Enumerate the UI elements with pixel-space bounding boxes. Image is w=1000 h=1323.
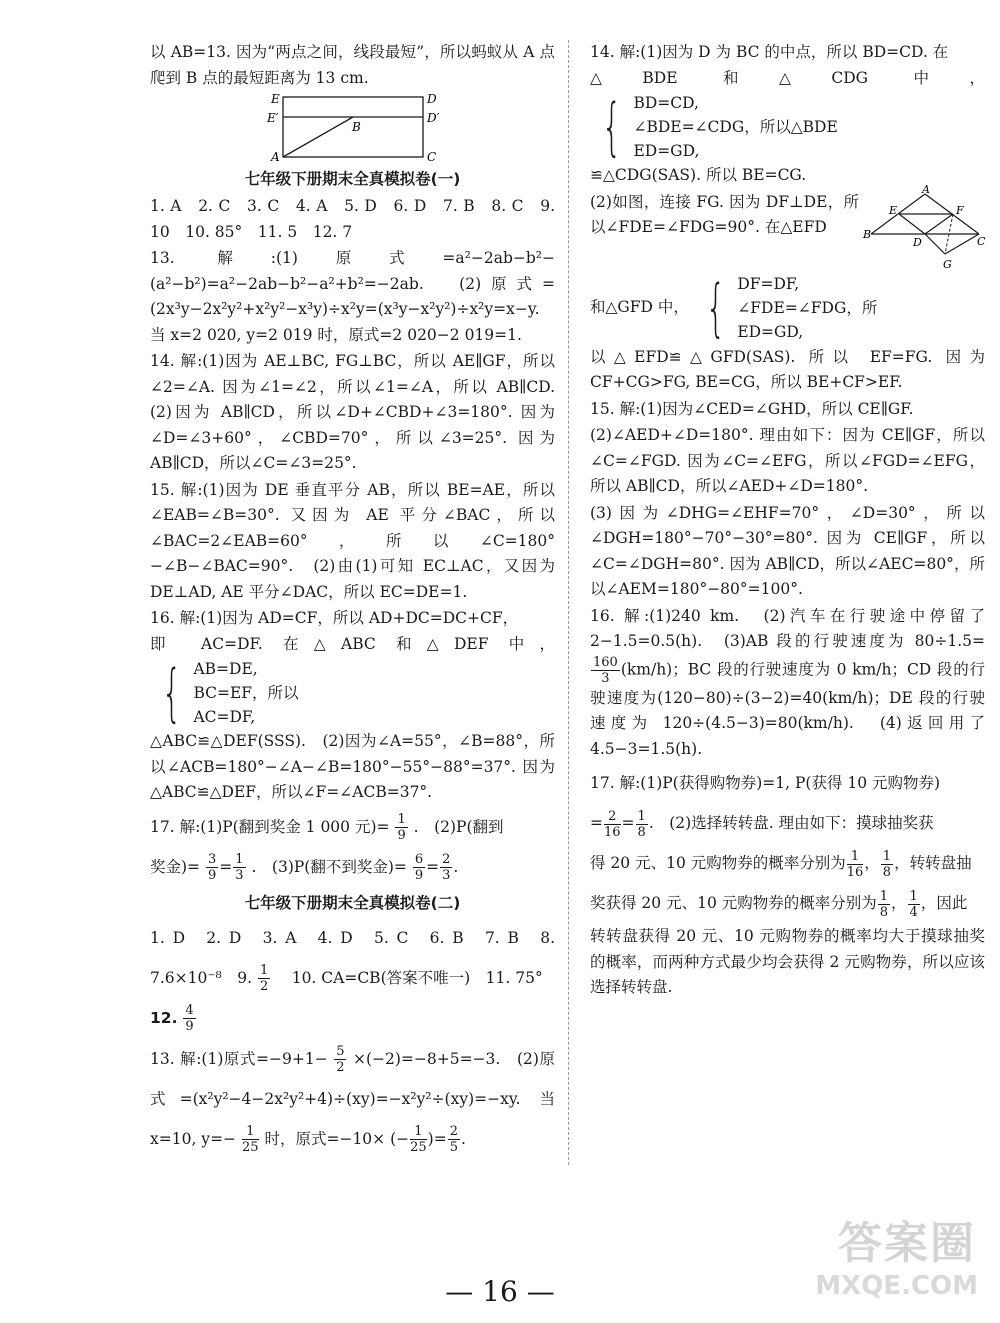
fraction: $\frac{1}{4}$ xyxy=(909,888,918,920)
rectangle-figure xyxy=(253,93,453,163)
page-number: — 16 — xyxy=(445,1275,555,1308)
fraction: $\frac{1}{25}$ xyxy=(410,1124,427,1155)
fraction: $\frac{1}{25}$ xyxy=(241,1124,259,1155)
label-a: A xyxy=(270,150,280,164)
answer-16-b xyxy=(590,604,985,763)
system-line: DF=DF, xyxy=(737,274,800,293)
fraction: $\frac{1}{9}$ xyxy=(397,812,406,843)
column-divider xyxy=(568,40,569,1165)
equation-system-14-2: { DF=DF, ∠FDE=∠FDG，所 ED=GD, xyxy=(705,270,878,344)
system-line: ∠BDE=∠CDG，所以△BDE xyxy=(633,118,838,136)
answer-15-b-3: (3)因为∠DHG=∠EHF=70°，∠D=30°，所以∠DGH=180°−70°−30°=80°. 因为 CE∥GF，所以∠C=∠DGH=80°. 因为 AB∥CD，所以∠AEC=80°，所以∠AEM=180°−80°=100°. xyxy=(590,503,985,598)
fraction: $\frac{1}{3}$ xyxy=(235,852,244,883)
triangle-figure xyxy=(863,182,986,272)
answer-15-a: 15. 解:(1)因为 DE 垂直平分 AB，所以 BE=AE，所以∠EAB=∠B=30°. 又因为 AE 平分∠BAC，所以∠BAC=2∠EAB=60°，所以∠C=180°−∠B−∠BAC=90°. (2)由(1)可知 EC⊥AC，又因为 DE⊥AD, AE 平分∠DAC，所以 EC=DE=1. xyxy=(150,480,555,601)
label-f: F xyxy=(956,203,964,217)
segment-e-d xyxy=(899,214,925,234)
equation-system-14: { BD=CD, ∠BDE=∠CDG，所以△BDE ED=GD, xyxy=(601,90,838,163)
fraction: $\frac{6}{9}$ xyxy=(414,852,424,883)
segment-a-b xyxy=(283,117,353,157)
text-run: (2)如图，连接 FG. 因为 DF⊥DE，所以∠FDE=∠FDG=90°. 在△EFD xyxy=(590,192,859,236)
text-run: 得 20 元、10 元购物券的概率分别为 xyxy=(590,854,846,872)
text-run: 17. 解:(1)P(获得购物券)=1, P(获得 10 元购物券) xyxy=(590,774,941,792)
system-line: BD=CD, xyxy=(633,94,699,112)
choice-answers-1: 1. A 2. C 3. C 4. A 5. D 6. D 7. B 8. C 9. 10 10. 85° 11. 5 12. 7 xyxy=(150,197,555,241)
label-a: A xyxy=(922,182,930,196)
fraction: $\frac{4}{9}$ xyxy=(185,1003,194,1034)
fraction: $\frac{2}{3}$ xyxy=(442,852,451,883)
answer-14-a: 14. 解:(1)因为 AE⊥BC, FG⊥BC，所以 AE∥GF，所以∠2=∠A. 因为∠1=∠2，所以∠1=∠A，所以 AB∥CD. (2)因为 AB∥CD，所以∠D+∠CBD+∠3=180°. 因为∠D=∠3+60°，∠CBD=70°，所以∠3=25°. 因为 AB∥CD，所以∠C=∠3=25°. xyxy=(150,352,571,472)
text-run: . (2)P(翻到 xyxy=(413,817,504,836)
fraction: $\frac{1}{16}$ xyxy=(846,848,864,880)
text-run: . (3)P(翻不到奖金)= xyxy=(251,857,407,876)
text-run: 12. xyxy=(150,1008,178,1027)
system-line: ED=GD, xyxy=(737,322,804,341)
system-line: AC=DF, xyxy=(193,708,256,726)
fraction: $\frac{1}{2}$ xyxy=(259,963,269,994)
label-d-prime: D′ xyxy=(426,111,439,125)
answer-13-b: 13. 解:(1)原式=−9+1− $\frac{5}{2}$ ×(−2)=−8+5=−3. (2)原式=(x²y²−4−2x²y²+4)÷(xy)=−x²y²÷(xy)=−xy. 当 x=10, y=− $\frac{1}{25}$ 时，原式=−10× (− $\frac{1}{25}$ )= $\frac{2}{5}$ . xyxy=(150,1044,555,1155)
answer-15-b-2: (2)∠AED+∠D=180°. 理由如下：因为 CE∥GF，所以∠C=∠FGD. 因为∠C=∠EFG，所以∠FGD=∠EFG，所以 AB∥CD，所以∠AED+∠D=180°. xyxy=(590,426,985,495)
answer-17-a: 17. 解:(1)P(翻到奖金 1 000 元)= $\frac{1}{9}$ . (2)P(翻到 奖金)= $\frac{3}{9}$ = $\frac{1}{3}$ . (3)P(翻不到奖金)= $\frac{6}{9}$ = $\frac{2}{3}$ . xyxy=(150,812,504,883)
watermark-url: MXQE.COM xyxy=(815,1271,978,1301)
text-run: ，转转盘抽 xyxy=(894,854,972,872)
answer-17-b: 17. 解:(1)P(获得购物券)=1, P(获得 10 元购物券) = $\frac{2}{16}$ = $\frac{1}{8}$ . (2)选择转转盘. 理由如下：摸球抽奖获 得 20 元、10 元购物券的概率分别为 $\frac{1}{16}$ ， $\frac{1}{8}$ ，转转盘抽 奖获得 20 元、10 元购物券的概率分别为 $\frac{1}{8}$ ， $\frac{1}{4}$ ，因此 xyxy=(590,774,972,920)
fraction: $\frac{1}{8}$ xyxy=(637,808,646,840)
label-b: B xyxy=(351,120,361,134)
answer-15-b: 15. 解:(1)因为∠CED=∠GHD，所以 CE∥GF. xyxy=(590,399,914,418)
system-line: ∠FDE=∠FDG，所 xyxy=(737,298,878,317)
text-run: 奖金)= xyxy=(150,857,201,876)
text-run: 1. D 2. D 3. A 4. D 5. C 6. B 7. B 8. 7.6×10⁻⁸ 9. xyxy=(150,928,555,987)
answer-13-a: 13. 解:(1)原式=a²−2ab−b²−(a²−b²)=a²−2ab−b²−a²+b²=−2ab. (2)原式=(2x³y−2x²y²+x²y²−x³y)÷x²y=(x³y−x²y²)÷x²y=x−y. 当 x=2 020, y=2 019 时，原式=2 020−2 019=1. xyxy=(150,249,555,344)
intro-paragraph: 以 AB=13. 因为“两点之间，线段最短”，所以蚂蚁从 A 点爬到 B 点的最短距离为 13 cm. xyxy=(150,43,555,87)
section-title-1: 七年级下册期末全真模拟卷(一) xyxy=(244,170,461,188)
equation-system-16: { AB=DE, BC=EF，所以 AC=DF, xyxy=(161,656,299,729)
text-run xyxy=(590,272,985,344)
text-run: 奖获得 20 元、10 元购物券的概率分别为 xyxy=(590,894,877,912)
fraction: $\frac{2}{16}$ xyxy=(604,808,621,840)
system-line: AB=DE, xyxy=(193,660,258,678)
choice-answers-2 xyxy=(150,918,555,1038)
right-column xyxy=(590,40,985,1002)
fraction: $\frac{3}{9}$ xyxy=(207,852,217,883)
text-run: ≌△CDG(SAS). 所以 BE=CG. xyxy=(590,166,807,184)
label-e-prime: E′ xyxy=(266,111,278,125)
label-d: D xyxy=(426,92,437,106)
answer-14-b-part2 xyxy=(590,182,986,396)
fraction: $\frac{5}{2}$ xyxy=(336,1044,345,1075)
watermark-logo-text: 答案圈 xyxy=(838,1218,976,1269)
answer-17-b-conclusion: 转转盘获得 20 元、10 元购物券的概率均大于摸球抽奖的概率，而两种方式最少均会获得 2 元购物券，所以应该选择转转盘. xyxy=(590,927,985,996)
text-run: 以△EFD≌△GFD(SAS). 所以 EF=FG. 因为 CF+CG>FG, BE=CG，所以 BE+CF>EF. xyxy=(590,347,985,391)
section-title-2: 七年级下册期末全真模拟卷(二) xyxy=(244,893,461,912)
segment-d-f xyxy=(925,214,953,234)
text-run: (km/h)；BC 段的行驶速度为 0 km/h；CD 段的行驶速度为(120−80)÷(3−2)=40(km/h)；DE 段的行驶速度为 120÷(4.5−3)=80(km/h). (4)返回用了 4.5−3=1.5(h). xyxy=(590,660,985,758)
answer-14-b xyxy=(590,40,985,189)
text-run: 和△GFD 中， xyxy=(590,297,689,316)
text-run: 10. CA=CB(答案不唯一) 11. 75° xyxy=(276,968,543,987)
label-e: E xyxy=(270,92,280,106)
fraction: $\frac{2}{5}$ xyxy=(449,1124,458,1155)
text-run: ，因此 xyxy=(920,894,968,912)
fraction: $\frac{1}{8}$ xyxy=(882,848,892,880)
label-c: C xyxy=(977,234,986,248)
answer-16-a-line2: 即 AC=DF. 在△ABC 和△DEF 中， xyxy=(150,634,555,653)
text-run: ×(−2)=−8+5=−3. (2)原式=(x²y²−4−2x²y²+4)÷(xy)=−x²y²÷(xy)=−xy. 当 x=10, y=− xyxy=(150,1049,555,1148)
text-run: . (2)选择转转盘. 理由如下：摸球抽奖获 xyxy=(648,814,934,832)
fraction: $\frac{1}{8}$ xyxy=(879,888,889,920)
text-run: 16. 解:(1)240 km. (2)汽车在行驶途中停留了 2−1.5=0.5(h). (3)AB 段的行驶速度为 80÷1.5= xyxy=(590,606,985,650)
label-b: B xyxy=(863,227,872,241)
label-d: D xyxy=(913,235,922,249)
segment-d-g xyxy=(925,234,945,254)
text-run: 14. 解:(1)因为 D 为 BC 的中点，所以 BD=CD. 在 xyxy=(590,43,949,61)
system-line: ED=GD, xyxy=(633,142,700,160)
answer-16-a-line1: 16. 解:(1)因为 AD=CF，所以 AD+DC=DC+CF， xyxy=(150,609,519,627)
text-run: = xyxy=(590,814,603,832)
text-run: 13. 解:(1)原式=−9+1− xyxy=(150,1049,328,1068)
label-g: G xyxy=(943,257,952,271)
answer-16-a xyxy=(150,606,555,806)
text-run: 时，原式=−10× xyxy=(264,1129,386,1148)
segment-c-g xyxy=(945,234,979,254)
label-e: E xyxy=(889,203,898,217)
answer-16-a-line3: △ABC≌△DEF(SSS). (2)因为∠A=55°，∠B=88°，所以∠ACB=180°−∠A−∠B=180°−55°−88°=37°. 因为△ABC≌△DEF，所以∠F=∠ACB=37°. xyxy=(150,732,555,801)
left-column xyxy=(150,40,571,1160)
text-run: △BDE 和△CDG 中， xyxy=(590,68,985,87)
system-line: BC=EF，所以 xyxy=(193,684,299,702)
fraction: $\frac{160}{3}$ xyxy=(593,654,618,686)
label-c: C xyxy=(426,150,436,164)
text-run: 17. 解:(1)P(翻到奖金 1 000 元)= xyxy=(150,817,390,836)
